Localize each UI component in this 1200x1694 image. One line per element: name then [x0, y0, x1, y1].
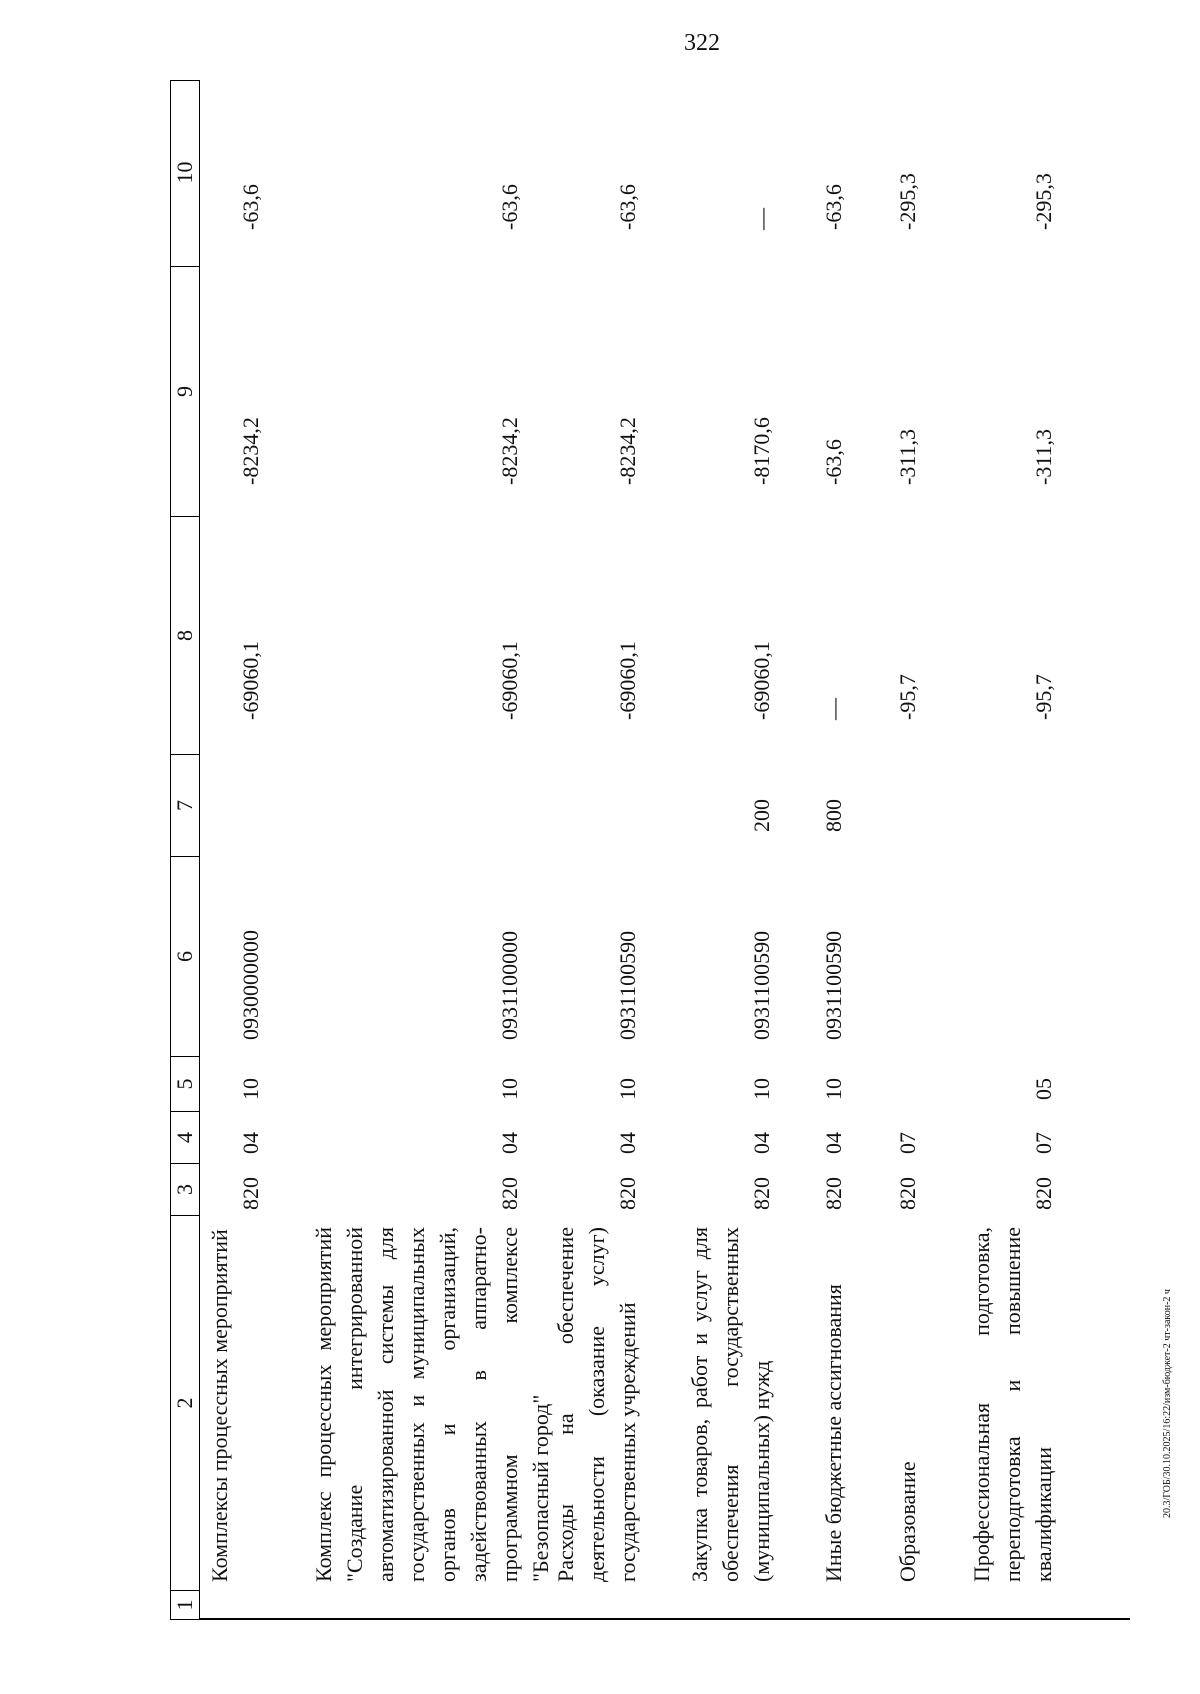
row-amount-col9: -63,6 [821, 439, 846, 485]
row-name: Комплексы процессных мероприятий [207, 1229, 232, 1582]
row-name: Расходы на обеспечение деятельности (оказание услуг) государственных учреждений [553, 1227, 640, 1582]
row-section: 04 [749, 1132, 774, 1154]
row-subsection: 10 [749, 1078, 774, 1100]
header-col-9: 9 [171, 267, 199, 517]
row-amount-col8: -95,7 [1031, 674, 1056, 720]
budget-table [170, 80, 1130, 1620]
row-amount-col10: -63,6 [238, 184, 263, 230]
header-col-8: 8 [171, 517, 199, 755]
row-section: 04 [497, 1132, 522, 1154]
page-number: 322 [684, 30, 720, 56]
header-col-10: 10 [171, 79, 199, 267]
row-amount-col9: -8170,6 [749, 417, 774, 485]
row-target-article: 0931100590 [749, 930, 774, 1040]
row-grbs: 820 [749, 1177, 774, 1210]
document-code: 20.3/ГОБ/30.10.2025/16:22/изм-бюджет-2 чт-закон-2 ч [1162, 1289, 1173, 1518]
row-target-article: 0931100000 [497, 930, 522, 1040]
row-name: Профессиональная подготовка, переподготовка и повышение квалификации [969, 1227, 1056, 1582]
header-col-3: 3 [171, 1164, 199, 1216]
row-name: Образование [895, 1461, 920, 1582]
row-expense-type: 800 [821, 799, 846, 832]
header-col-1: 1 [172, 1599, 197, 1611]
row-target-article: 0931100590 [615, 930, 640, 1040]
row-grbs: 820 [1031, 1177, 1056, 1210]
header-col-4: 4 [171, 1112, 199, 1164]
row-name: Комплекс процессных мероприятий "Создание интегрированной автоматизированной системы для государственных и муниципальных органов и организаций, задействованных в аппаратно-программном комплексе "Безопасный город" [311, 1227, 553, 1582]
row-amount-col10: -295,3 [895, 173, 920, 230]
row-section: 04 [821, 1132, 846, 1154]
row-amount-col9: -8234,2 [615, 417, 640, 485]
row-amount-col8: -69060,1 [497, 641, 522, 720]
row-name: Иные бюджетные ассигнования [821, 1284, 846, 1582]
row-subsection: 10 [497, 1078, 522, 1100]
row-amount-col8: — [821, 698, 846, 720]
row-subsection: 10 [821, 1078, 846, 1100]
row-amount-col8: -69060,1 [749, 641, 774, 720]
header-col-7: 7 [171, 755, 199, 857]
row-amount-col9: -8234,2 [497, 417, 522, 485]
row-grbs: 820 [497, 1177, 522, 1210]
row-amount-col10: -63,6 [821, 184, 846, 230]
row-grbs: 820 [238, 1177, 263, 1210]
row-subsection: 10 [615, 1078, 640, 1100]
row-amount-col10: -63,6 [615, 184, 640, 230]
row-target-article: 0931100590 [821, 930, 846, 1040]
row-section: 07 [1031, 1132, 1056, 1154]
row-amount-col9: -311,3 [1031, 428, 1056, 485]
row-grbs: 820 [895, 1177, 920, 1210]
header-col-2: 2 [171, 1216, 199, 1591]
row-amount-col9: -8234,2 [238, 417, 263, 485]
row-amount-col8: -69060,1 [238, 641, 263, 720]
row-subsection: 05 [1031, 1078, 1056, 1100]
table-header [170, 80, 200, 1620]
row-amount-col10: -295,3 [1031, 173, 1056, 230]
row-amount-col10: -63,6 [497, 184, 522, 230]
row-target-article: 0930000000 [238, 930, 263, 1040]
row-expense-type: 200 [749, 799, 774, 832]
row-subsection: 10 [238, 1078, 263, 1100]
header-col-5: 5 [171, 1057, 199, 1112]
rotated-page-content [170, 80, 1130, 1620]
row-amount-col10: — [749, 208, 774, 230]
row-name: Закупка товаров, работ и услуг для обеспечения государственных (муниципальных) нужд [687, 1227, 774, 1582]
table-left-border [200, 1619, 1130, 1621]
row-amount-col8: -95,7 [895, 674, 920, 720]
row-grbs: 820 [615, 1177, 640, 1210]
row-section: 07 [895, 1132, 920, 1154]
row-section: 04 [615, 1132, 640, 1154]
header-col-6: 6 [171, 857, 199, 1057]
row-amount-col9: -311,3 [895, 428, 920, 485]
row-grbs: 820 [821, 1177, 846, 1210]
row-amount-col8: -69060,1 [615, 641, 640, 720]
row-section: 04 [238, 1132, 263, 1154]
